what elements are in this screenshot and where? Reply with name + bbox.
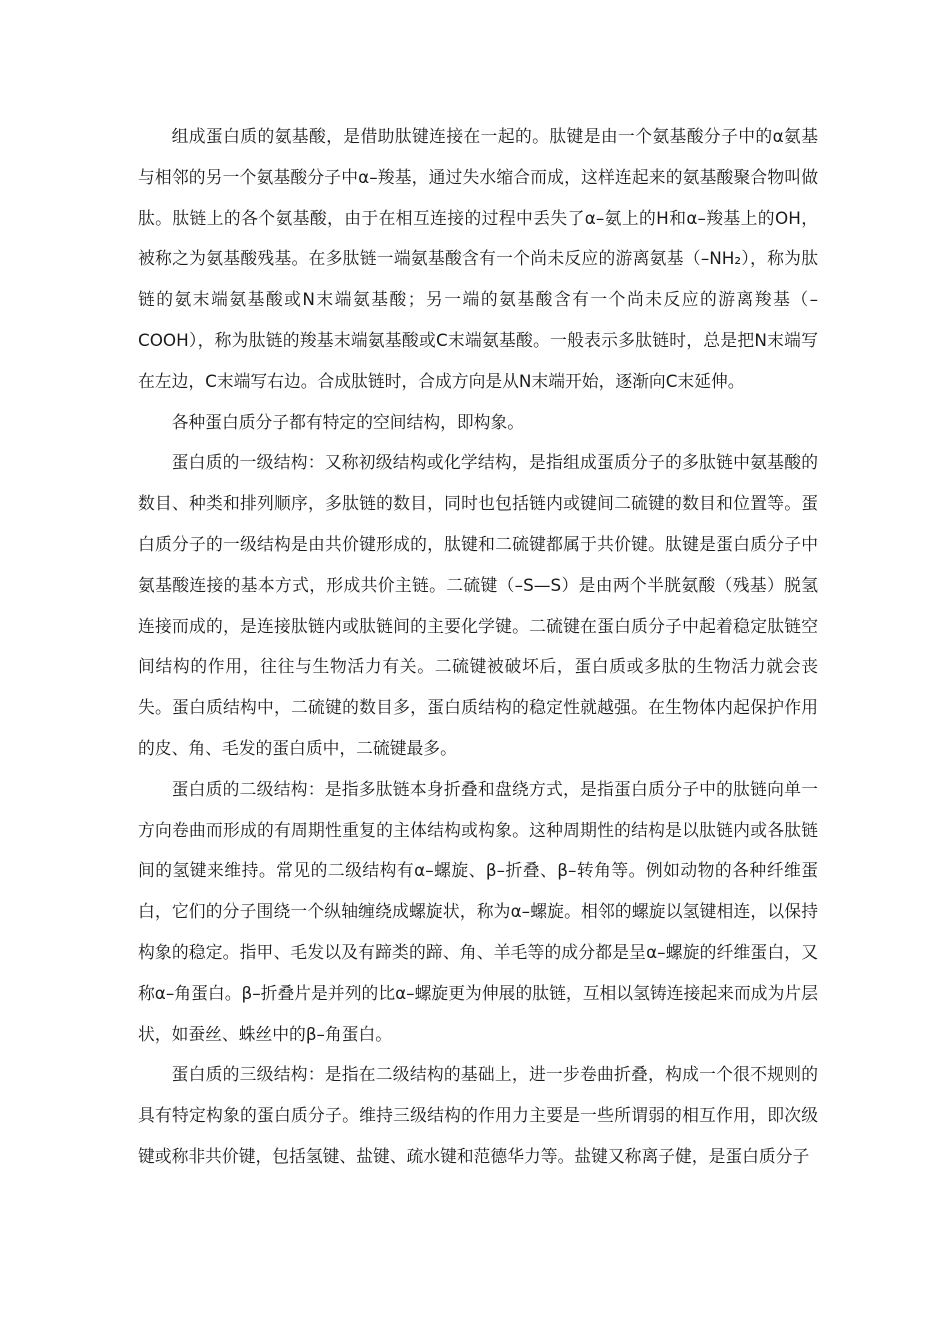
- paragraph-tertiary-structure: 蛋白质的三级结构：是指在二级结构的基础上，进一步卷曲折叠，构成一个很不规则的具有特定构象的蛋白质分子。维持三级结构的作用力主要是一些所谓弱的相互作用，即次级键或称非共价键，包括氢键、盐键、疏水键和范德华力等。盐键又称离子健，是蛋白质分子: [138, 1064, 818, 1166]
- paragraph-peptide-bond: 组成蛋白质的氨基酸，是借助肽键连接在一起的。肽键是由一个氨基酸分子中的α氨基与相邻的另一个氨基酸分子中α–羧基，通过失水缩合而成，这样连起来的氨基酸聚合物叫做肽。肽链上的各个氨基酸，由于在相互连接的过程中丢失了α–氨上的H和α–羧基上的OH，被称之为氨基酸残基。在多肽链一端氨基酸含有一个尚未反应的游离氨基（–NH₂），称为肽链的氨末端氨基酸或N末端氨基酸；另一端的氨基酸含有一个尚未反应的游离羧基（–COOH），称为肽链的羧基末端氨基酸或C末端氨基酸。一般表示多肽链时，总是把N末端写在左边，C末端写右边。合成肽链时，合成方向是从N末端开始，逐渐向C末延伸。: [138, 126, 818, 391]
- paragraph-primary-structure: 蛋白质的一级结构：又称初级结构或化学结构，是指组成蛋质分子的多肽链中氨基酸的数目、种类和排列顺序，多肽链的数目，同时也包括链内或键间二硫键的数目和位置等。蛋白质分子的一级结构是由共价键形成的，肽键和二硫键都属于共价键。肽键是蛋白质分子中氨基酸连接的基本方式，形成共价主链。二硫键（–S—S）是由两个半胱氨酸（残基）脱氢连接而成的，是连接肽链内或肽链间的主要化学键。二硫键在蛋白质分子中起着稳定肽链空间结构的作用，往往与生物活力有关。二硫键被破坏后，蛋白质或多肽的生物活力就会丧失。蛋白质结构中，二硫键的数目多，蛋白质结构的稳定性就越强。在生物体内起保护作用的皮、角、毛发的蛋白质中，二硫键最多。: [138, 452, 818, 758]
- paragraph-secondary-structure: 蛋白质的二级结构：是指多肽链本身折叠和盘绕方式，是指蛋白质分子中的肽链向单一方向卷曲而形成的有周期性重复的主体结构或构象。这种周期性的结构是以肽链内或各肽链间的氢键来维持。常见的二级结构有α–螺旋、β–折叠、β–转角等。例如动物的各种纤维蛋白，它们的分子围绕一个纵轴缠绕成螺旋状，称为α–螺旋。相邻的螺旋以氢键相连，以保持构象的稳定。指甲、毛发以及有蹄类的蹄、角、羊毛等的成分都是呈α–螺旋的纤维蛋白，又称α–角蛋白。β–折叠片是并列的比α–螺旋更为伸展的肽链，互相以氢铸连接起来而成为片层状，如蚕丝、蛛丝中的β–角蛋白。: [138, 778, 818, 1044]
- paragraph-conformation: 各种蛋白质分子都有特定的空间结构，即构象。: [171, 411, 525, 432]
- document-body: [138, 116, 818, 1177]
